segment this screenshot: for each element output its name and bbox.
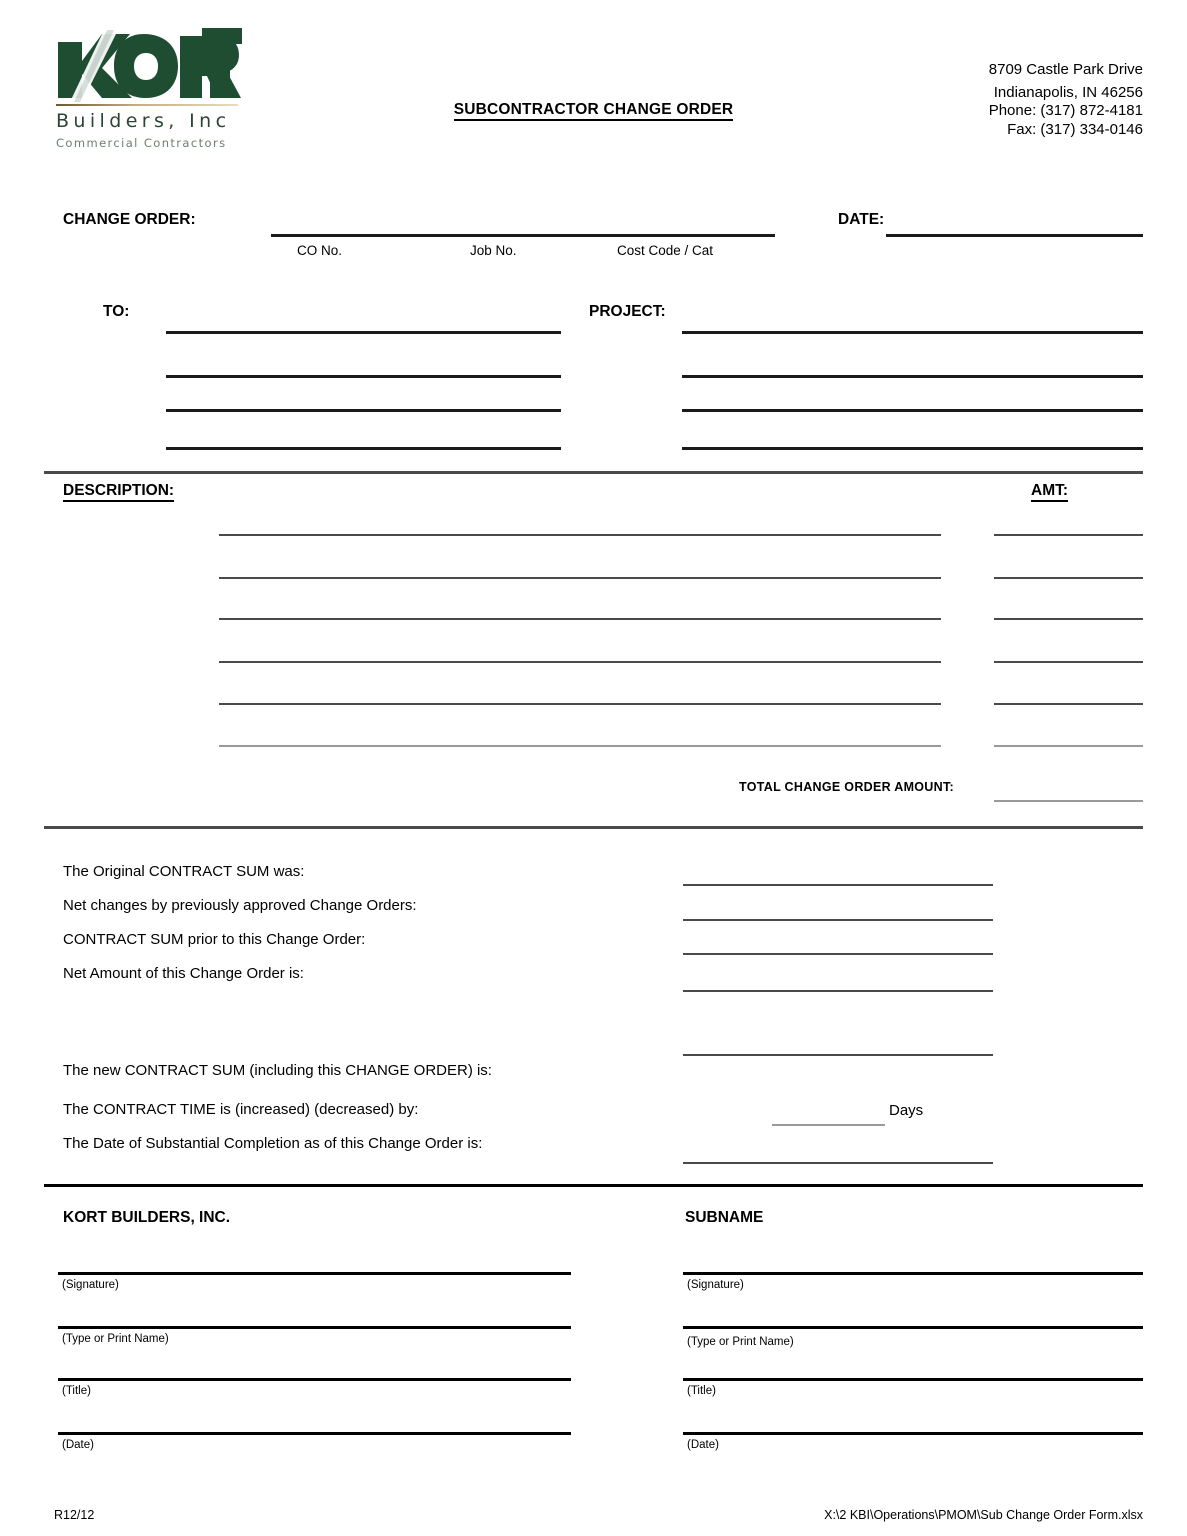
contract-row-label-original-sum: The Original CONTRACT SUM was:	[63, 863, 305, 880]
right-signature-party-name: SUBNAME	[685, 1209, 764, 1226]
project-input-line[interactable]	[682, 331, 1143, 334]
address-street: 8709 Castle Park Drive	[988, 61, 1143, 78]
description-input-line[interactable]	[219, 661, 941, 663]
change-order-label: CHANGE ORDER:	[63, 211, 196, 228]
substantial-completion-input-line[interactable]	[683, 1162, 993, 1164]
sum-prior-input-line[interactable]	[683, 953, 993, 955]
logo-company-name: Builders, Inc	[56, 110, 231, 132]
footer-revision: R12/12	[54, 1508, 95, 1522]
date-label: DATE:	[838, 211, 885, 228]
right-date-caption: (Date)	[687, 1439, 719, 1451]
description-section-bottom-divider	[44, 826, 1143, 829]
contract-row-label-net-amount: Net Amount of this Change Order is:	[63, 965, 304, 982]
left-print-name-line[interactable]	[58, 1326, 571, 1329]
total-change-order-amount-label: TOTAL CHANGE ORDER AMOUNT:	[739, 780, 954, 794]
original-sum-input-line[interactable]	[683, 884, 993, 886]
description-input-line[interactable]	[219, 745, 941, 747]
date-input-line[interactable]	[886, 234, 1143, 237]
to-input-line[interactable]	[166, 447, 561, 450]
left-title-line[interactable]	[58, 1378, 571, 1381]
left-title-caption: (Title)	[62, 1385, 91, 1397]
to-label: TO:	[103, 303, 130, 320]
to-input-line[interactable]	[166, 375, 561, 378]
right-title-caption: (Title)	[687, 1385, 716, 1397]
description-input-line[interactable]	[219, 618, 941, 620]
contract-row-label-contract-time: The CONTRACT TIME is (increased) (decreased) by:	[63, 1101, 419, 1118]
net-amount-input-line[interactable]	[683, 990, 993, 992]
left-print-name-caption: (Type or Print Name)	[62, 1333, 169, 1345]
amount-input-line[interactable]	[994, 534, 1143, 536]
project-input-line[interactable]	[682, 375, 1143, 378]
job-no-label: Job No.	[470, 243, 517, 258]
signature-section-top-divider	[44, 1184, 1143, 1187]
to-input-line[interactable]	[166, 409, 561, 412]
contract-row-label-new-sum: The new CONTRACT SUM (including this CHANGE ORDER) is:	[63, 1062, 492, 1079]
description-section-top-divider	[44, 471, 1143, 474]
right-title-line[interactable]	[683, 1378, 1143, 1381]
left-date-caption: (Date)	[62, 1439, 94, 1451]
amount-input-line[interactable]	[994, 745, 1143, 747]
right-print-name-caption: (Type or Print Name)	[687, 1336, 794, 1348]
total-amount-input-line[interactable]	[994, 800, 1143, 802]
right-print-name-line[interactable]	[683, 1326, 1143, 1329]
left-signature-caption: (Signature)	[62, 1279, 119, 1291]
amt-label: AMT:	[1031, 482, 1068, 500]
right-signature-caption: (Signature)	[687, 1279, 744, 1291]
amount-input-line[interactable]	[994, 703, 1143, 705]
co-no-label: CO No.	[297, 243, 343, 258]
amount-input-line[interactable]	[994, 577, 1143, 579]
address-fax: Fax: (317) 334-0146	[1007, 121, 1143, 138]
description-label: DESCRIPTION:	[63, 482, 174, 500]
net-changes-input-line[interactable]	[683, 919, 993, 921]
amount-input-line[interactable]	[994, 661, 1143, 663]
left-signature-line[interactable]	[58, 1272, 571, 1275]
description-input-line[interactable]	[219, 703, 941, 705]
footer-file-path: X:\2 KBI\Operations\PMOM\Sub Change Order Form.xlsx	[824, 1508, 1143, 1522]
description-input-line[interactable]	[219, 577, 941, 579]
contract-row-label-sum-prior: CONTRACT SUM prior to this Change Order:	[63, 931, 366, 948]
contract-time-days-input-line[interactable]	[772, 1124, 885, 1126]
right-date-line[interactable]	[683, 1432, 1143, 1435]
page-title-text: SUBCONTRACTOR CHANGE ORDER	[454, 101, 734, 121]
project-input-line[interactable]	[682, 447, 1143, 450]
right-signature-line[interactable]	[683, 1272, 1143, 1275]
project-label: PROJECT:	[589, 303, 666, 320]
logo-tagline: Commercial Contractors	[56, 136, 227, 150]
address-city-state-zip: Indianapolis, IN 46256	[993, 84, 1143, 101]
address-phone: Phone: (317) 872-4181	[988, 102, 1143, 119]
days-label: Days	[889, 1102, 924, 1119]
left-date-line[interactable]	[58, 1432, 571, 1435]
left-signature-party-name: KORT BUILDERS, INC.	[63, 1209, 231, 1226]
project-input-line[interactable]	[682, 409, 1143, 412]
kort-wordmark-icon	[52, 28, 242, 102]
description-input-line[interactable]	[219, 534, 941, 536]
new-sum-input-line[interactable]	[683, 1054, 993, 1056]
amount-input-line[interactable]	[994, 618, 1143, 620]
contract-row-label-net-changes: Net changes by previously approved Change Orders:	[63, 897, 417, 914]
contract-row-label-substantial-completion: The Date of Substantial Completion as of this Change Order is:	[63, 1135, 483, 1152]
change-order-input-line[interactable]	[271, 234, 775, 237]
kort-builders-logo	[52, 28, 242, 148]
to-input-line[interactable]	[166, 331, 561, 334]
cost-code-label: Cost Code / Cat	[617, 243, 714, 258]
